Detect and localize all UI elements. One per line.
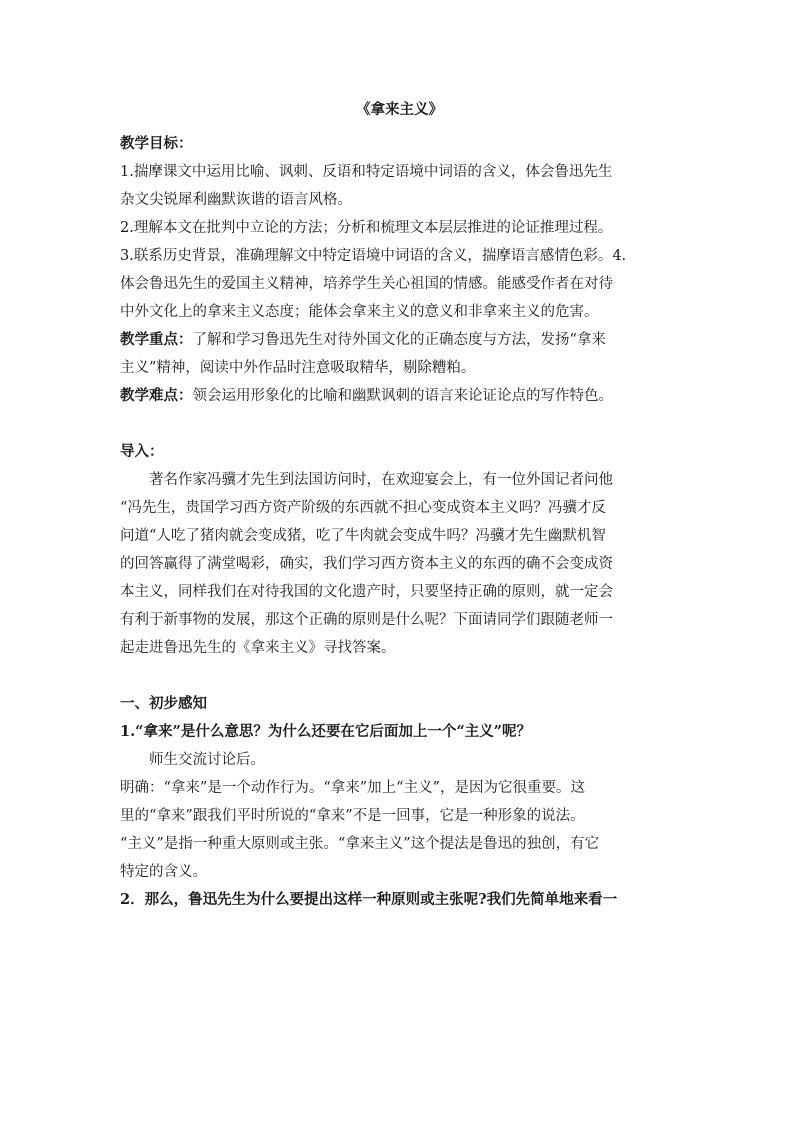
difficulties-label: 教学难点： <box>120 387 193 404</box>
objective-line: 中外文化上的拿来主义态度；能体会拿来主义的意义和非拿来主义的危害。 <box>120 304 599 320</box>
key-points-text: 了解和学习鲁迅先生对待外国文化的正确态度与方法，发扬“拿来 <box>192 332 606 348</box>
key-points-line <box>120 326 679 354</box>
intro-line: 本主义，同样我们在对待我国的文化遗产时，只要坚持正确的原则，就一定会 <box>120 584 613 600</box>
question-2: 2．那么，鲁迅先生为什么要提出这样一种原则或主张呢?我们先简单地来看一 <box>120 891 618 908</box>
objective-line: 1.揣摩课文中运用比喻、讽刺、反语和特定语境中词语的含义，体会鲁迅先生 <box>120 164 613 180</box>
answer-line: “主义”是指一种重大原则或主张。“拿来主义”这个提法是鲁迅的独创，有它 <box>120 836 600 852</box>
intro-heading: 导入： <box>120 443 164 460</box>
answer-line: 明确：“拿来”是一个动作行为。“拿来”加上“主义”，是因为它很重要。这 <box>120 780 585 796</box>
answer-line: 里的“拿来”跟我们平时所说的“拿来”不是一回事，它是一种形象的说法。 <box>120 808 585 824</box>
intro-line: 有利于新事物的发展，那这个正确的原则是什么呢？下面请同学们跟随老师一 <box>120 612 613 628</box>
difficulties-line <box>120 382 679 410</box>
intro-line: 起走进鲁迅先生的《拿来主义》寻找答案。 <box>120 640 396 656</box>
objective-line: 杂文尖锐犀利幽默诙谐的语言风格。 <box>120 192 352 208</box>
answer-line: 特定的含义。 <box>120 864 207 880</box>
key-points-line-2: 主义”精神，阅读中外作品时注意吸取精华，剔除糟粕。 <box>120 360 476 376</box>
intro-line: 著名作家冯骥才先生到法国访问时，在欢迎宴会上，有一位外国记者问他 <box>149 472 613 488</box>
intro-line: 问道“人吃了猪肉就会变成猪，吃了牛肉就会变成牛吗？冯骥才先生幽默机智 <box>120 528 606 544</box>
question-1: 1.“拿来”是什么意思？为什么还要在它后面加上一个“主义”呢？ <box>120 723 531 740</box>
intro-line: 的回答赢得了满堂喝彩，确实，我们学习西方资本主义的东西的确不会变成资 <box>120 556 613 572</box>
intro-line: “冯先生，贵国学习西方资产阶级的东西就不担心变成资本主义吗？冯骥才反 <box>120 500 606 516</box>
difficulties-text: 领会运用形象化的比喻和幽默讽刺的语言来论证论点的写作特色。 <box>192 388 613 404</box>
document-title: 《拿来主义》 <box>356 101 443 118</box>
discussion-note: 师生交流讨论后。 <box>149 752 265 768</box>
objective-line: 3.联系历史背景，准确理解文中特定语境中词语的含义，揣摩语言感情色彩。4. <box>120 248 627 264</box>
objective-line: 2.理解本文在批判中立论的方法；分析和梳理文本层层推进的论证推理过程。 <box>120 220 613 236</box>
objectives-heading: 教学目标： <box>120 135 193 152</box>
section1-heading: 一、初步感知 <box>120 695 207 712</box>
key-points-label: 教学重点： <box>120 331 193 348</box>
objective-line: 体会鲁迅先生的爱国主义精神，培养学生关心祖国的情感。能感受作者在对待 <box>120 276 613 292</box>
